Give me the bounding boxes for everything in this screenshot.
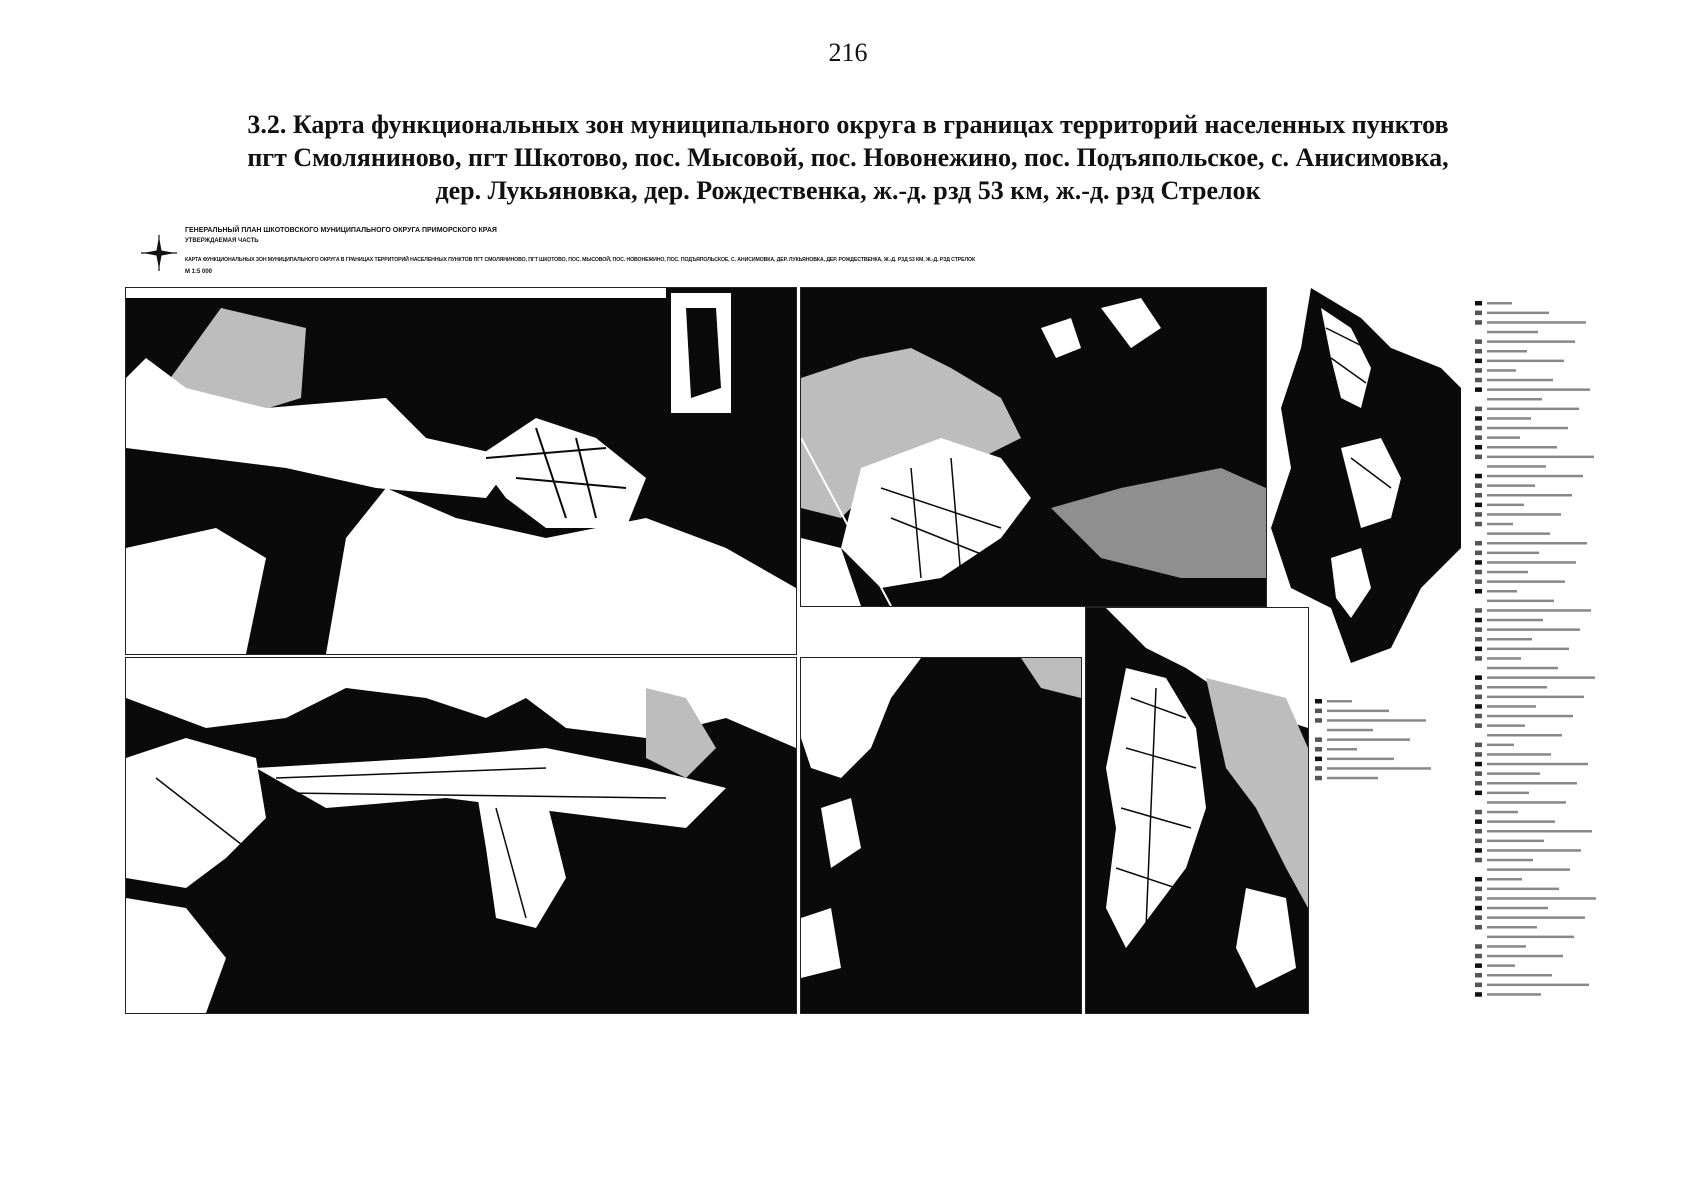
legend-label-placeholder (1487, 667, 1558, 670)
legend-label-placeholder (1487, 734, 1562, 737)
legend-label-placeholder (1487, 849, 1581, 852)
legend-label-placeholder (1487, 945, 1526, 948)
legend-label-placeholder (1487, 542, 1587, 545)
legend-swatch (1475, 973, 1482, 978)
legend-label-placeholder (1487, 436, 1520, 439)
legend-label-placeholder (1487, 609, 1591, 612)
legend-swatch (1475, 714, 1482, 719)
legend-label-placeholder (1487, 840, 1544, 843)
legend-label-placeholder (1487, 590, 1517, 593)
legend-swatch (1475, 512, 1482, 517)
legend-label-placeholder (1487, 340, 1575, 343)
legend-label-placeholder (1487, 561, 1576, 564)
legend-label-placeholder (1327, 710, 1389, 713)
legend-label-placeholder (1487, 302, 1512, 305)
legend-swatch (1475, 378, 1482, 383)
legend-label-placeholder (1487, 523, 1513, 526)
legend-label-placeholder (1487, 532, 1550, 535)
legend-label-placeholder (1487, 427, 1568, 430)
legend-label-placeholder (1487, 321, 1586, 324)
legend-swatch (1475, 925, 1482, 930)
legend-label-placeholder (1487, 744, 1514, 747)
legend-label-placeholder (1487, 350, 1527, 353)
legend-label-placeholder (1487, 974, 1552, 977)
legend-label-placeholder (1487, 331, 1538, 334)
legend-swatch (1475, 771, 1482, 776)
legend-label-placeholder (1487, 878, 1522, 881)
legend-swatch (1315, 718, 1322, 723)
legend-swatch (1475, 522, 1482, 527)
legend-swatch (1475, 877, 1482, 882)
legend-swatch (1475, 915, 1482, 920)
legend-swatch (1475, 791, 1482, 796)
legend-label-placeholder (1327, 729, 1373, 732)
legend-swatch (1475, 339, 1482, 344)
legend-swatch (1475, 301, 1482, 306)
legend-label-placeholder (1487, 993, 1541, 996)
legend-swatch (1475, 483, 1482, 488)
legend-label-placeholder (1487, 811, 1518, 814)
legend-swatch (1475, 762, 1482, 767)
legend-label-placeholder (1487, 456, 1594, 459)
legend-label-placeholder (1487, 600, 1554, 603)
legend-label-placeholder (1327, 700, 1352, 703)
legend-swatch (1475, 810, 1482, 815)
legend-swatch (1475, 627, 1482, 632)
legend-swatch (1475, 839, 1482, 844)
legend-swatch (1475, 743, 1482, 748)
legend-label-placeholder (1487, 782, 1577, 785)
legend-label-placeholder (1487, 638, 1532, 641)
legend-swatch (1475, 723, 1482, 728)
legend-label-placeholder (1487, 648, 1569, 651)
section-title (150, 108, 1546, 207)
legend-swatch (1475, 359, 1482, 364)
legend-swatch (1475, 493, 1482, 498)
map-panel-bottom-left (125, 657, 797, 1014)
legend-label-placeholder (1487, 868, 1570, 871)
legend-label-placeholder (1487, 820, 1555, 823)
legend-swatch (1315, 776, 1322, 781)
map-legend-secondary (1315, 695, 1445, 790)
legend-label-placeholder (1327, 748, 1357, 751)
legend-swatch (1475, 944, 1482, 949)
legend-label-placeholder (1487, 369, 1516, 372)
legend-label-placeholder (1487, 859, 1533, 862)
legend-label-placeholder (1487, 379, 1553, 382)
legend-swatch (1475, 320, 1482, 325)
legend-swatch (1475, 435, 1482, 440)
legend-swatch (1475, 647, 1482, 652)
legend-label-placeholder (1327, 777, 1378, 780)
legend-swatch (1475, 474, 1482, 479)
legend-swatch (1475, 906, 1482, 911)
map-panel-bottom-middle (800, 657, 1082, 1014)
legend-label-placeholder (1487, 686, 1547, 689)
legend-label-placeholder (1487, 753, 1551, 756)
legend-swatch (1475, 311, 1482, 316)
legend-label-placeholder (1487, 801, 1566, 804)
page-number: 216 (828, 38, 868, 67)
legend-swatch (1475, 704, 1482, 709)
legend-swatch (1475, 368, 1482, 373)
legend-label-placeholder (1487, 916, 1585, 919)
legend-label-placeholder (1487, 715, 1573, 718)
legend-label-placeholder (1487, 312, 1549, 315)
legend-swatch (1475, 579, 1482, 584)
legend-label-placeholder (1327, 719, 1426, 722)
legend-swatch (1315, 737, 1322, 742)
legend-swatch (1475, 896, 1482, 901)
map-legend (1475, 297, 1600, 1012)
legend-swatch (1475, 685, 1482, 690)
legend-label-placeholder (1487, 388, 1590, 391)
legend-swatch (1475, 618, 1482, 623)
legend-swatch (1475, 416, 1482, 421)
legend-swatch (1475, 963, 1482, 968)
legend-label-placeholder (1487, 657, 1521, 660)
legend-label-placeholder (1487, 571, 1528, 574)
legend-label-placeholder (1487, 417, 1531, 420)
legend-swatch (1475, 829, 1482, 834)
legend-label-placeholder (1487, 696, 1584, 699)
legend-swatch (1475, 455, 1482, 460)
legend-swatch (1475, 349, 1482, 354)
legend-swatch (1475, 445, 1482, 450)
legend-label-placeholder (1487, 984, 1589, 987)
legend-swatch (1475, 637, 1482, 642)
map-panel-top-left (125, 287, 797, 655)
legend-label-placeholder (1487, 907, 1548, 910)
legend-swatch (1475, 983, 1482, 988)
map-panel-bottom-right (1085, 607, 1309, 1014)
legend-swatch (1315, 766, 1322, 771)
legend-label-placeholder (1487, 494, 1572, 497)
section-title-line-1: 3.2. Карта функциональных зон муниципального округа в границах территорий населенных пунктов (247, 110, 1449, 139)
legend-label-placeholder (1487, 705, 1536, 708)
legend-label-placeholder (1487, 628, 1580, 631)
legend-swatch (1475, 656, 1482, 661)
map-header-map-title: КАРТА ФУНКЦИОНАЛЬНЫХ ЗОН МУНИЦИПАЛЬНОГО ОКРУГА В ГРАНИЦАХ ТЕРРИТОРИЙ НАСЕЛЕННЫХ ПУНКТОВ ПГТ СМОЛЯНИНОВО, ПГТ ШКОТОВО, ПОС. МЫСОВОЙ, ПОС. НОВОНЕЖИНО, ПОС. ПОДЪЯПОЛЬСКОЕ, С. АНИСИМОВКА, ДЕР. ЛУКЬЯНОВКА, ДЕР. РОЖДЕСТВЕНКА, Ж.-Д. РЗД 53 КМ, Ж.-Д. РЗД СТРЕЛОК (185, 257, 976, 263)
map-panel-top-middle (800, 287, 1267, 607)
legend-label-placeholder (1327, 738, 1410, 741)
legend-label-placeholder (1487, 360, 1564, 363)
legend-swatch (1475, 503, 1482, 508)
legend-swatch (1475, 992, 1482, 997)
legend-label-placeholder (1487, 772, 1540, 775)
legend-label-placeholder (1487, 830, 1592, 833)
legend-label-placeholder (1487, 513, 1561, 516)
legend-swatch (1475, 560, 1482, 565)
section-title-line-2: пгт Смоляниново, пгт Шкотово, пос. Мысовой, пос. Новонежино, пос. Подъяпольское, с. Анисимовка, (247, 143, 1449, 172)
legend-swatch (1475, 858, 1482, 863)
legend-swatch (1475, 675, 1482, 680)
legend-label-placeholder (1487, 504, 1524, 507)
legend-swatch (1475, 819, 1482, 824)
legend-label-placeholder (1487, 398, 1542, 401)
legend-label-placeholder (1327, 767, 1431, 770)
legend-label-placeholder (1487, 676, 1595, 679)
legend-label-placeholder (1487, 926, 1537, 929)
legend-label-placeholder (1487, 475, 1583, 478)
legend-label-placeholder (1487, 465, 1546, 468)
legend-swatch (1475, 954, 1482, 959)
legend-swatch (1475, 426, 1482, 431)
legend-swatch (1475, 848, 1482, 853)
legend-label-placeholder (1487, 936, 1574, 939)
legend-swatch (1315, 709, 1322, 714)
legend-label-placeholder (1487, 724, 1525, 727)
legend-label-placeholder (1487, 580, 1565, 583)
legend-label-placeholder (1487, 619, 1543, 622)
compass-rose-icon (140, 234, 178, 272)
legend-label-placeholder (1487, 792, 1529, 795)
legend-swatch (1475, 781, 1482, 786)
legend-swatch (1315, 699, 1322, 704)
legend-swatch (1475, 695, 1482, 700)
legend-label-placeholder (1487, 888, 1559, 891)
legend-swatch (1475, 887, 1482, 892)
legend-swatch (1315, 747, 1322, 752)
map-header-scale: М 1:5 000 (185, 269, 213, 275)
legend-label-placeholder (1327, 758, 1394, 761)
legend-label-placeholder (1487, 763, 1588, 766)
legend-swatch (1475, 387, 1482, 392)
map-header-part: УТВЕРЖДАЕМАЯ ЧАСТЬ (185, 238, 259, 244)
legend-swatch (1315, 757, 1322, 762)
legend-label-placeholder (1487, 552, 1539, 555)
legend-swatch (1475, 752, 1482, 757)
legend-swatch (1475, 589, 1482, 594)
legend-label-placeholder (1487, 964, 1515, 967)
legend-swatch (1475, 541, 1482, 546)
legend-swatch (1475, 551, 1482, 556)
legend-label-placeholder (1487, 446, 1557, 449)
legend-label-placeholder (1487, 897, 1596, 900)
section-title-line-3: дер. Лукьяновка, дер. Рождественка, ж.-д. рзд 53 км, ж.-д. рзд Стрелок (435, 176, 1261, 205)
map-header-title: ГЕНЕРАЛЬНЫЙ ПЛАН ШКОТОВСКОГО МУНИЦИПАЛЬНОГО ОКРУГА ПРИМОРСКОГО КРАЯ (185, 227, 497, 234)
legend-label-placeholder (1487, 408, 1579, 411)
legend-swatch (1475, 608, 1482, 613)
legend-label-placeholder (1487, 484, 1535, 487)
legend-label-placeholder (1487, 955, 1563, 958)
legend-swatch (1475, 570, 1482, 575)
legend-swatch (1475, 407, 1482, 412)
